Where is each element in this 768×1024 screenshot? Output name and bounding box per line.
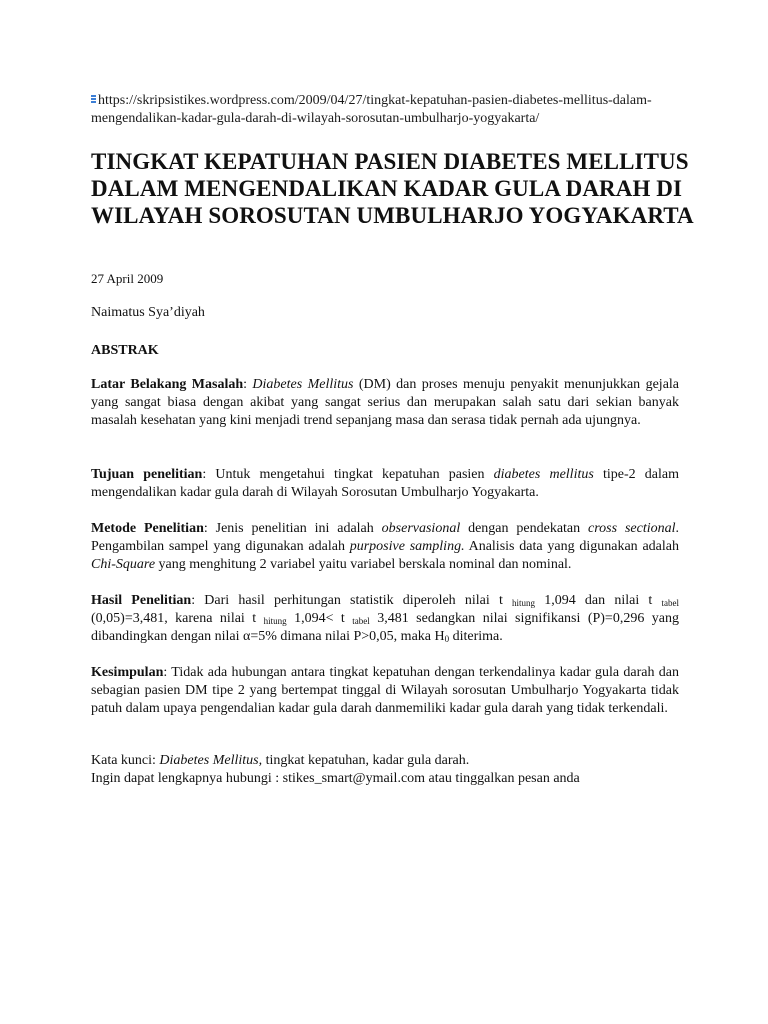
kesimpulan-label: Kesimpulan — [91, 665, 164, 680]
hasil-text-4: 1,094< t — [286, 611, 353, 626]
hasil-sub-3: hitung — [263, 616, 287, 626]
keywords-text: tingkat kepatuhan, kadar gula darah. — [262, 753, 470, 768]
hasil-paragraph — [91, 592, 679, 646]
tujuan-italic: diabetes mellitus — [493, 467, 594, 482]
hasil-sub: hitung — [512, 598, 536, 608]
hasil-sub-4: tabel — [352, 616, 370, 626]
tujuan-text-2: tipe-2 dalam mengendalikan kadar gula darah di Wilayah Sorosutan Umbulharjo Yogyakarta. — [91, 467, 679, 500]
metode-text-3: . Pengambilan sampel yang digunakan adalah — [91, 521, 679, 554]
source-url[interactable]: https://skripsistikes.wordpress.com/2009/04/27/tingkat-kepatuhan-pasien-diabetes-mellitus-dalam-mengendalikan-kadar-gula-darah-di-wilayah-sorosutan-umbulharjo-yogyakarta/ — [91, 93, 652, 126]
contact-line: Ingin dapat lengkapnya hubungi : stikes_smart@ymail.com atau tinggalkan pesan anda — [91, 771, 580, 786]
metode-label: Metode Penelitian — [91, 521, 204, 536]
keywords-line — [91, 752, 691, 770]
metode-paragraph — [91, 520, 679, 574]
hasil-text-5: 3,481 sedangkan nilai signifikansi (P)=0,296 yang dibandingkan dengan nilai α=5% dimana nilai P>0,05, maka H — [91, 611, 679, 644]
keywords-block — [91, 752, 691, 788]
kesimpulan-paragraph — [91, 664, 679, 718]
metode-text-2: dengan pendekatan — [460, 521, 589, 536]
latar-text-2: (DM) dan proses menuju penyakit menunjukkan gejala yang sangat biasa dengan akibat yang sangat serius dan merupakan salah satu dari sekian banyak masalah kesehatan yang kini menjadi trend sepanjang masa dan serasa tidak pernah ada ujungnya. — [91, 377, 680, 428]
abstract-heading: ABSTRAK — [91, 343, 159, 358]
tujuan-label: Tujuan penelitian — [91, 467, 203, 482]
keywords-prefix: Kata kunci: — [91, 753, 160, 768]
hasil-text-3: (0,05)=3,481, karena nilai t — [91, 611, 264, 626]
hasil-text-2: 1,094 dan nilai t — [535, 593, 662, 608]
latar-label: Latar Belakang Masalah — [91, 377, 244, 392]
hasil-label: Hasil Penelitian — [91, 593, 192, 608]
latar-text: : — [243, 377, 253, 392]
kesimpulan-text: : Tidak ada hubungan antara tingkat kepatuhan dengan terkendalinya kadar gula darah dan sebagian pasien DM tipe 2 yang bertempat tinggal di Wilayah sorosutan Umbulharjo Yogyakarta tidak patuh dalam upaya pengendalian kadar gula darah danmemiliki kadar gula darah yang tidak terkendali. — [91, 665, 679, 716]
tujuan-text: : Untuk mengetahui tingkat kepatuhan pasien — [202, 467, 494, 482]
latar-italic: Diabetes Mellitus — [252, 377, 354, 392]
hasil-sub-2: tabel — [661, 598, 679, 608]
link-bullet-icon — [91, 95, 96, 104]
keywords-italic: Diabetes Mellitus, — [159, 753, 263, 768]
document-title: TINGKAT KEPATUHAN PASIEN DIABETES MELLITUS DALAM MENGENDALIKAN KADAR GULA DARAH DI WILAYAH SOROSUTAN UMBULHARJO YOGYAKARTA — [91, 149, 694, 228]
metode-text-5: yang menghitung 2 variabel yaitu variabel berskala nominal dan nominal. — [155, 557, 572, 572]
hasil-text-6: diterima. — [449, 629, 503, 644]
author-name: Naimatus Sya’diyah — [91, 305, 205, 320]
metode-italic-4: Chi-Square — [91, 557, 156, 572]
latar-belakang-paragraph — [91, 376, 679, 430]
metode-italic-2: cross sectional — [588, 521, 676, 536]
hasil-sub-5: 0 — [444, 634, 450, 644]
hasil-text: : Dari hasil perhitungan statistik diperoleh nilai t — [191, 593, 513, 608]
metode-italic: observasional — [381, 521, 461, 536]
metode-italic-3: purposive sampling. — [349, 539, 465, 554]
source-url-line — [91, 92, 691, 128]
metode-text-4: Analisis data yang digunakan adalah — [464, 539, 679, 554]
tujuan-paragraph — [91, 466, 679, 502]
publish-date: 27 April 2009 — [91, 271, 164, 286]
metode-text: : Jenis penelitian ini adalah — [203, 521, 382, 536]
